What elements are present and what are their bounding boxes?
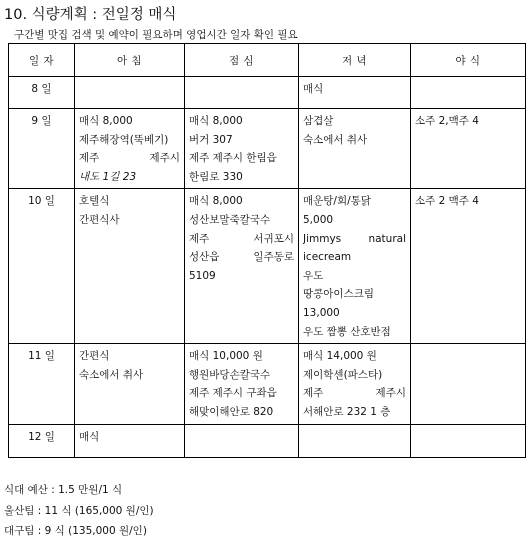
- dinner-line: 삼겹살: [303, 115, 334, 127]
- day-cell: 8 일: [9, 77, 75, 109]
- lunch-line: 버거 307: [189, 133, 233, 146]
- lunch-line: 제주 제주시 구좌읍: [189, 387, 277, 400]
- dinner-cell: [299, 77, 411, 109]
- dinner-line: 제주 제주시: [303, 387, 406, 400]
- dinner-line: 우도: [303, 269, 324, 282]
- dinner-cell: [299, 189, 411, 344]
- table-row: [9, 109, 526, 189]
- breakfast-cell: [75, 344, 185, 424]
- breakfast-line: 숙소에서 취사: [79, 368, 144, 381]
- dinner-cell: [299, 344, 411, 424]
- snack-cell: [411, 109, 526, 189]
- breakfast-line: 간편식사: [79, 213, 120, 226]
- breakfast-cell: [75, 109, 185, 189]
- table-row: [9, 344, 526, 424]
- lunch-line: 제주 서귀포시: [189, 232, 294, 245]
- breakfast-line: 매식 8,000: [79, 115, 133, 127]
- header-snack: 야 식: [411, 44, 526, 77]
- snack-cell: [411, 344, 526, 424]
- lunch-line: 성산보말죽칼국수: [189, 213, 271, 226]
- dinner-cell: [299, 109, 411, 189]
- dinner-line: 땅콩아이스크림: [303, 288, 375, 301]
- breakfast-line: 매식: [79, 430, 100, 443]
- header-dinner: 저 녁: [299, 44, 411, 77]
- breakfast-cell: [75, 424, 185, 457]
- day-cell: 10 일: [9, 189, 75, 344]
- snack-cell: [411, 189, 526, 344]
- day-cell: 9 일: [9, 109, 75, 189]
- breakfast-cell: [75, 77, 185, 109]
- daegu-team-line: 대구팀 : 9 식 (135,000 원/인): [4, 525, 147, 537]
- day-cell: 11 일: [9, 344, 75, 424]
- table-row: [9, 424, 526, 457]
- breakfast-line: 호텔식: [79, 195, 110, 208]
- page-title: 10. 식량계획 : 전일정 매식: [4, 7, 177, 23]
- lunch-line: 5109: [189, 269, 216, 282]
- table-row: [9, 77, 526, 109]
- snack-cell: [411, 424, 526, 457]
- page-subtitle: 구간별 맛집 검색 및 예약이 필요하며 영업시간 일자 확인 필요: [14, 29, 298, 41]
- header-breakfast: 아 침: [75, 44, 185, 77]
- snack-line: 소주 2,맥주 4: [415, 115, 479, 127]
- meal-plan-table: [8, 43, 526, 458]
- lunch-line: 한림로 330: [189, 170, 243, 183]
- dinner-line: 13,000: [303, 306, 340, 319]
- lunch-cell: [185, 109, 299, 189]
- ulsan-team-line: 울산팀 : 11 식 (165,000 원/인): [4, 505, 154, 517]
- breakfast-line: 제주 제주시: [79, 152, 180, 165]
- lunch-cell: [185, 77, 299, 109]
- meal-budget-line: 식대 예산 : 1.5 만원/1 식: [4, 484, 123, 496]
- lunch-cell: [185, 189, 299, 344]
- lunch-line: 매식 8,000: [189, 195, 243, 208]
- dinner-line: Jimmys natural: [303, 232, 406, 245]
- snack-cell: [411, 77, 526, 109]
- breakfast-line: 간편식: [79, 350, 110, 363]
- snack-line: 소주 2 맥주 4: [415, 195, 479, 208]
- dinner-line: 숙소에서 취사: [303, 133, 368, 146]
- table-header-row: [9, 44, 526, 77]
- lunch-cell: [185, 344, 299, 424]
- dinner-line: 제이학센(파스타): [303, 368, 383, 381]
- dinner-line: 5,000: [303, 213, 334, 226]
- lunch-line: 제주 제주시 한림읍: [189, 152, 277, 165]
- lunch-line: 매식 8,000: [189, 115, 243, 127]
- lunch-line: 해맞이해안로 820: [189, 405, 274, 418]
- header-lunch: 점 심: [185, 44, 299, 77]
- breakfast-line: 내도 1길 23: [79, 170, 137, 183]
- header-day: 일 자: [9, 44, 75, 77]
- lunch-line: 매식 10,000 원: [189, 350, 263, 363]
- dinner-line: 매식: [303, 83, 324, 95]
- breakfast-cell: [75, 189, 185, 344]
- day-cell: 12 일: [9, 424, 75, 457]
- dinner-line: 우도 짬뽕 산호반점: [303, 325, 391, 338]
- dinner-line: icecream: [303, 251, 352, 264]
- table-row: [9, 189, 526, 344]
- lunch-line: 행원바당손칼국수: [189, 368, 271, 381]
- dinner-line: 매식 14,000 원: [303, 350, 377, 363]
- dinner-line: 서해안로 232 1 층: [303, 405, 391, 418]
- dinner-line: 매운탕/회/통닭: [303, 195, 371, 208]
- lunch-cell: [185, 424, 299, 457]
- lunch-line: 성산읍 일주동로: [189, 251, 294, 264]
- breakfast-line: 제주해장역(뚝베기): [79, 133, 169, 146]
- dinner-cell: [299, 424, 411, 457]
